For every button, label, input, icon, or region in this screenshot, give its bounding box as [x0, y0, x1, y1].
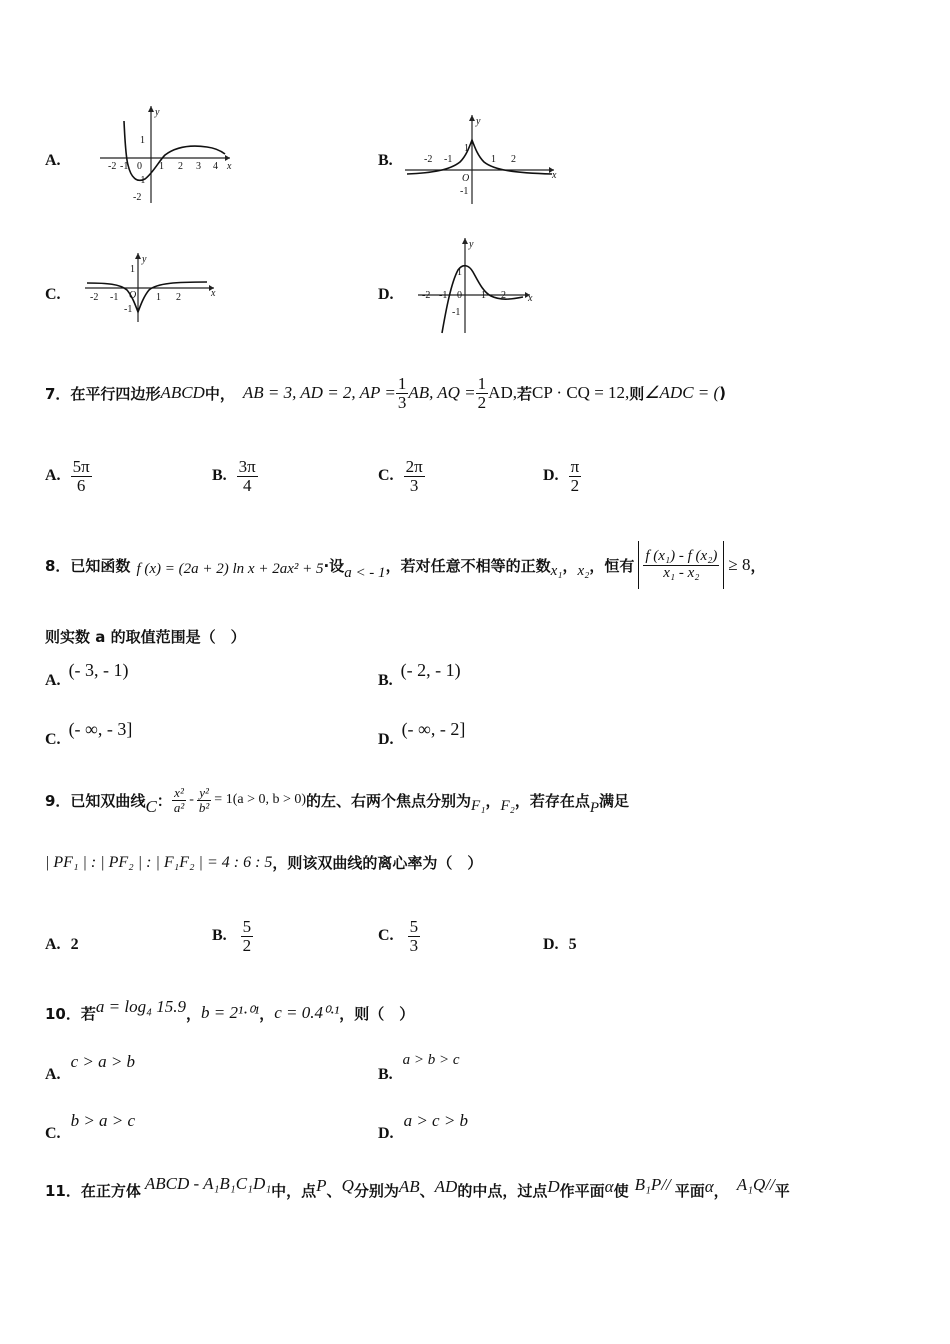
graph-d [415, 235, 540, 335]
q10-option-d-value: a > c > b [403, 1111, 469, 1130]
q8-option-c[interactable]: C. (- ∞, - 3] [45, 719, 133, 748]
q8-option-a-value: (- 3, - 1) [68, 660, 129, 680]
graph-a-tick-y: 1 [140, 135, 145, 146]
q8-tail: ， [750, 556, 766, 575]
q9-option-b-value: $\frac{5}{2}$ [242, 916, 252, 955]
graph-b-tick-y: -1 [460, 186, 469, 197]
graph-d-tick-x: 2 [501, 290, 506, 301]
q9-colon: ： [156, 791, 172, 810]
q11-prefix: 11．在正方体 [45, 1181, 141, 1200]
graph-c-axis-y: y [142, 254, 147, 265]
q7-ze: 则 [629, 384, 645, 403]
q7-option-a[interactable]: A. $\frac{5\pi}{6}$ [45, 457, 90, 495]
q11-cube: ABCD - A₁B₁C₁D₁ [144, 1174, 272, 1193]
q11-pm: 平面 [674, 1181, 705, 1200]
q11-dun: 、 [326, 1181, 342, 1200]
graph-b-axis-x: x [552, 170, 557, 181]
graph-b-tick-x: -2 [424, 154, 433, 165]
q11-comma: ， [713, 1181, 729, 1200]
q9-ratio: | PF₁ | : | PF₂ | : | F₁F₂ | = 4 : 6 : 5 [45, 853, 273, 871]
q11-mid: 的中点，过点 [457, 1181, 548, 1200]
q8-cond-a: a < - 1 [344, 564, 386, 581]
q11-p: P [316, 1176, 327, 1195]
q9-eq-y: $\frac{\text{y²}}{\text{b²}}$ [198, 784, 210, 815]
q8-option-c-value: (- ∞, - 3] [68, 719, 133, 739]
graph-a-tick-x: -2 [108, 161, 117, 172]
q7-given-1: AB = 3, AD = 2, AP = [242, 383, 396, 402]
q7-abcd: ABCD [160, 383, 205, 402]
q11-ad: AD [434, 1177, 458, 1196]
q11-q: Q [341, 1176, 354, 1195]
graph-d-tick-y: 1 [457, 267, 462, 278]
q10-option-b-value: a > b > c [402, 1052, 460, 1068]
q7-given-2: AB, AQ = [408, 383, 476, 402]
q7-ask: ∠ADC = ( [644, 383, 720, 402]
q10-option-b[interactable]: B. a > b > c [378, 1052, 460, 1083]
graph-b-axis-y: y [476, 116, 481, 127]
graph-a-axis-y: y [155, 107, 160, 118]
graph-b-tick-x: 1 [491, 154, 496, 165]
graph-d-tick-x: 1 [481, 290, 486, 301]
question-7-stem [45, 368, 726, 418]
q9-line2-text: ，则该双曲线的离心率为（ ） [272, 854, 483, 872]
question-9-line2 [45, 852, 482, 873]
q9-option-a-value: 2 [70, 936, 79, 953]
q7-option-c-value: $\frac{2\pi}{3}$ [405, 457, 423, 495]
question-11-stem [45, 1172, 790, 1208]
graph-d-tick-x: 0 [457, 290, 462, 301]
q9-option-a[interactable]: A. 2 [45, 936, 79, 953]
q9-p: P [589, 799, 600, 816]
graph-option-d-label: D. [378, 286, 394, 303]
graph-a [95, 103, 240, 208]
q9-option-d-value: 5 [568, 936, 577, 953]
q7-cond: CP · CQ = 12, [532, 383, 630, 402]
q8-prefix: 8．已知函数 [45, 556, 131, 575]
graph-c-tick-x: -2 [90, 292, 99, 303]
graph-b-tick-x: 2 [511, 154, 516, 165]
q10-b-def: b = 2¹·⁰¹ [201, 1003, 260, 1022]
q9-prefix: 9．已知双曲线 [45, 791, 146, 810]
q10-tail: ，则（ ） [339, 1004, 415, 1023]
q7-option-d[interactable]: D. $\frac{\pi}{2}$ [543, 457, 580, 495]
q9-comma: ， [485, 791, 501, 810]
q11-ping: 平 [774, 1181, 790, 1200]
q9-eq-rest: = 1(a > 0, b > 0) [214, 792, 307, 807]
graph-b-tick-x: -1 [444, 154, 453, 165]
graph-d-axis-x: x [528, 293, 533, 304]
q10-comma-2: ， [259, 1004, 275, 1023]
q11-alpha: α [604, 1177, 614, 1196]
q8-func: f (x) = (2a + 2) ln x + 2ax² + 5 [136, 560, 324, 577]
q8-x2: x₂ [577, 562, 590, 579]
q8-ge: ≥ 8 [728, 555, 751, 574]
q8-mid: ，若对任意不相等的正数 [385, 556, 551, 575]
graph-c [82, 250, 222, 325]
q9-option-c[interactable]: C. $\frac{5}{3}$ [378, 916, 419, 955]
q7-frac-2: $\frac{1}{2}$ [477, 373, 487, 412]
q11-dun2: 、 [419, 1181, 435, 1200]
question-8-line2: 则实数 a 的取值范围是（ ） [45, 628, 246, 646]
q11-shi: 使 [613, 1181, 629, 1200]
q10-option-a-value: c > a > b [70, 1052, 136, 1071]
q10-option-a[interactable]: A. c > a > b [45, 1052, 136, 1083]
question-8-stem [45, 540, 766, 590]
q8-option-a[interactable]: A. (- 3, - 1) [45, 660, 129, 689]
q9-option-d[interactable]: D. 5 [543, 936, 577, 953]
q7-given-3: AD, [488, 383, 517, 402]
graph-option-c-label: C. [45, 286, 61, 303]
graph-c-tick-x: 1 [156, 292, 161, 303]
q7-ruo: 若 [516, 384, 532, 403]
graph-c-tick-y: -1 [124, 304, 133, 315]
graph-c-tick-x: O [129, 290, 137, 301]
graph-c-axis-x: x [211, 288, 216, 299]
q8-option-b[interactable]: B. (- 2, - 1) [378, 660, 461, 689]
graph-a-tick-y: -1 [137, 175, 146, 186]
q8-abs-frac: $\frac{\text{f (x₁) - f (x₂)}}{\text{x₁ - x₂}}$ [638, 541, 724, 589]
graph-a-tick-x: -1 [120, 161, 129, 172]
graph-b [402, 112, 562, 207]
q10-option-c-value: b > a > c [70, 1111, 136, 1130]
graph-d-tick-x: -2 [422, 290, 431, 301]
graph-option-b-label: B. [378, 152, 393, 169]
graph-b-origin: O [462, 173, 470, 184]
graph-b-tick-y: 1 [464, 143, 469, 154]
graph-a-tick-x: 3 [196, 161, 201, 172]
graph-c-tick-x: 2 [176, 292, 181, 303]
q7-close: ) [719, 384, 727, 402]
question-9-stem [45, 776, 629, 824]
q9-eq-x: $\frac{\text{x²}}{\text{a²}}$ [173, 784, 185, 815]
q11-alpha2: α [704, 1177, 714, 1196]
q10-option-d[interactable]: D. a > c > b [378, 1111, 469, 1142]
q10-prefix: 10．若 [45, 1004, 96, 1023]
q9-option-c-value: $\frac{5}{3}$ [409, 916, 419, 955]
q7-option-a-value: $\frac{5\pi}{6}$ [72, 457, 90, 495]
graph-a-tick-x: 4 [213, 161, 218, 172]
graph-a-tick-x: 2 [178, 161, 183, 172]
q8-hengyou: ，恒有 [589, 556, 635, 575]
q8-comma: ， [562, 556, 578, 575]
q7-option-d-value: $\frac{\pi}{2}$ [570, 457, 580, 495]
q9-f2: F₂ [500, 797, 515, 814]
q9-mid2: ，若存在点 [514, 791, 590, 810]
graph-c-tick-x: -1 [110, 292, 119, 303]
graph-d-tick-y: -1 [452, 307, 461, 318]
q8-option-b-value: (- 2, - 1) [400, 660, 461, 680]
q10-a-def: a = log₄ 15.9 [95, 997, 186, 1016]
q10-option-c[interactable]: C. b > a > c [45, 1111, 136, 1142]
q11-d: D [547, 1177, 560, 1196]
q9-f1: F₁ [471, 797, 486, 814]
q7-option-b-value: $\frac{3\pi}{4}$ [238, 457, 256, 495]
q9-tail: 满足 [599, 791, 630, 810]
graph-d-tick-x: -1 [439, 290, 448, 301]
q7-frac-1: $\frac{1}{3}$ [397, 373, 407, 412]
q11-zhong: 中，点 [271, 1181, 317, 1200]
q11-zuo: 作平面 [559, 1181, 605, 1200]
q11-ab: AB [398, 1177, 420, 1196]
graph-d-axis-y: y [469, 239, 474, 250]
q11-b1p: B₁P// [634, 1175, 671, 1194]
graph-option-a-label: A. [45, 152, 61, 169]
q11-a1q: A₁Q// [736, 1175, 775, 1194]
q9-eq-minus: - [189, 792, 194, 807]
q11-fenbie: 分别为 [353, 1181, 399, 1200]
q10-comma-1: ， [185, 1004, 201, 1023]
q7-prefix: 7．在平行四边形 [45, 384, 161, 403]
graph-a-tick-x: 0 [137, 161, 142, 172]
q8-she: ·设 [323, 556, 345, 575]
question-10-stem [45, 995, 414, 1031]
q7-zhong: 中， [204, 384, 235, 403]
q8-option-d[interactable]: D. (- ∞, - 2] [378, 719, 466, 748]
graph-c-tick-y: 1 [130, 264, 135, 275]
q8-option-d-value: (- ∞, - 2] [401, 719, 466, 739]
q9-option-b[interactable]: B. $\frac{5}{2}$ [212, 916, 252, 955]
q7-option-b[interactable]: B. $\frac{3\pi}{4}$ [212, 457, 256, 495]
q10-c-def: c = 0.4⁰·¹ [274, 1003, 340, 1022]
q9-curve: C [145, 797, 157, 816]
q8-x1: x₁ [550, 562, 563, 579]
graph-a-tick-x: 1 [159, 161, 164, 172]
graph-a-tick-y: -2 [133, 192, 142, 203]
q9-mid: 的左、右两个焦点分别为 [306, 791, 472, 810]
graph-a-axis-x: x [227, 161, 232, 172]
q7-option-c[interactable]: C. $\frac{2\pi}{3}$ [378, 457, 423, 495]
